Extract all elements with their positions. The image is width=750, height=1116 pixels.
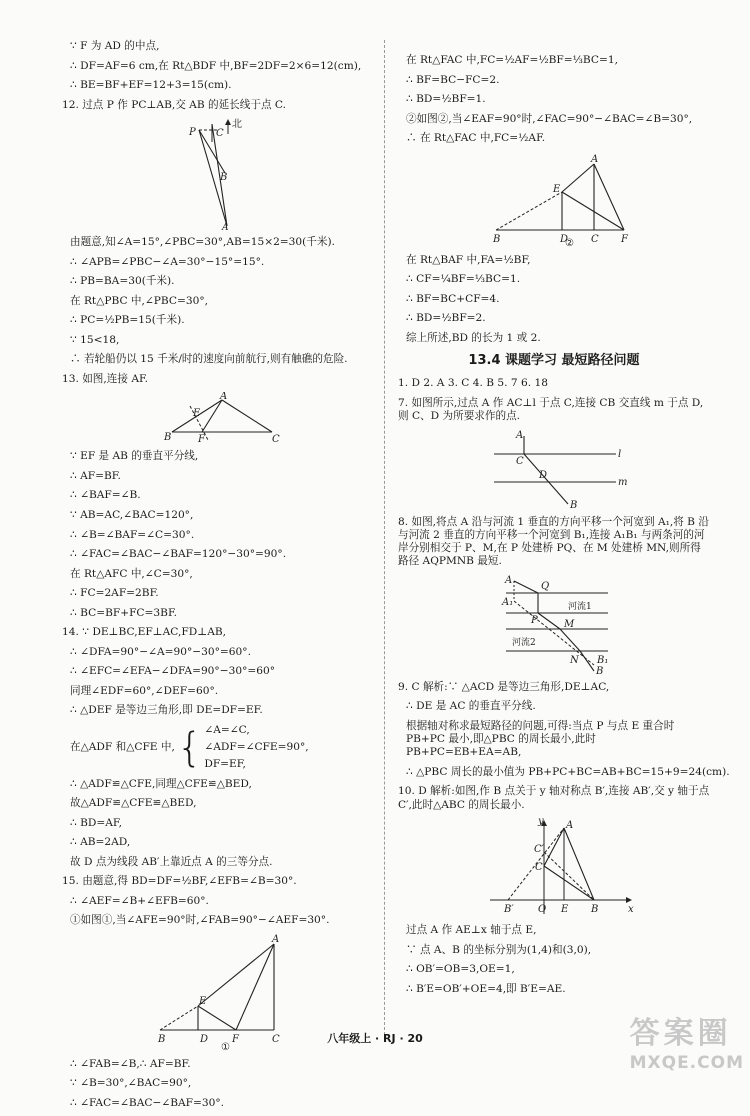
text-line: ∵ 15<18, bbox=[70, 333, 120, 346]
svg-text:y: y bbox=[538, 818, 544, 828]
svg-text:N: N bbox=[570, 654, 579, 666]
text-line: ∴ ∠AEF=∠B+∠EFB=60°. bbox=[70, 894, 209, 907]
right-column bbox=[398, 40, 730, 1002]
svg-text:B: B bbox=[570, 499, 578, 510]
text-line: ∴ DF=AF=6 cm,在 Rt△BDF 中,BF=2DF=2×6=12(cm), bbox=[70, 59, 362, 72]
watermark bbox=[630, 1015, 744, 1074]
svg-text:C: C bbox=[272, 434, 280, 445]
text-line: ∵ AB=AC,∠BAC=120°, bbox=[70, 508, 194, 521]
svg-text:A: A bbox=[222, 223, 229, 231]
text-line: ∴ ∠B=∠BAF=∠C=30°. bbox=[70, 528, 195, 541]
text-line: ∴ B′E=OB′+OE=4,即 B′E=AE. bbox=[406, 982, 566, 995]
text-line: 在 Rt△FAC 中,FC=½AF=½BF=⅓BC=1, bbox=[406, 54, 618, 66]
text-line: ∴ PB=BA=30(千米). bbox=[70, 275, 175, 288]
answers-1-6: 1. D 2. A 3. C 4. B 5. 7 6. 18 bbox=[398, 377, 548, 390]
svg-text:P: P bbox=[531, 614, 538, 626]
svg-text:l: l bbox=[618, 448, 622, 460]
watermark-url: MXQE.COM bbox=[629, 1052, 744, 1073]
figure-q8 bbox=[398, 575, 708, 675]
svg-text:A₁: A₁ bbox=[502, 596, 514, 608]
question-8: 8. 如图,将点 A 沿与河流 1 垂直的方向平移一个河宽到 A₁,将 B 沿与河流 2 垂直的方向平移一个河宽到 B₁,连接 A₁B₁ 与两条河的河岸分别相交于 P、M,在 P 处建桥 PQ、在 M 处建桥 MN,则所得路径 AQPMNB 最短. bbox=[398, 515, 709, 568]
text-line: ∴ △ADF≌△CFE,同理△CFE≌△BED, bbox=[70, 777, 252, 790]
text-line: ∴ BD=½BF=2. bbox=[406, 312, 486, 325]
figure-number: ② bbox=[565, 237, 574, 248]
svg-text:C: C bbox=[591, 233, 599, 245]
watermark-logo: 答案圈 bbox=[629, 1016, 732, 1052]
text-line: 综上所述,BD 的长为 1 或 2. bbox=[406, 331, 541, 344]
text-line: 在△ADF 和△CFE 中, bbox=[70, 741, 175, 754]
text-line: ∠A=∠C, bbox=[204, 723, 250, 736]
svg-text:E: E bbox=[193, 408, 201, 420]
svg-text:C: C bbox=[216, 128, 224, 140]
svg-text:Q: Q bbox=[541, 580, 550, 592]
svg-text:B: B bbox=[596, 665, 604, 675]
text-line: ∵ 点 A、B 的坐标分别为(1,4)和(3,0), bbox=[406, 943, 592, 956]
question-13: 13. 如图,连接 AF. bbox=[62, 372, 149, 385]
svg-text:m: m bbox=[618, 476, 628, 488]
svg-text:A: A bbox=[272, 933, 280, 945]
text-line: 在 Rt△BAF 中,FA=½BF, bbox=[406, 253, 531, 266]
svg-text:C′: C′ bbox=[534, 844, 544, 856]
figure-number: ① bbox=[221, 1041, 230, 1052]
text-line: ∴ BE=BF+EF=12+3=15(cm). bbox=[70, 79, 232, 92]
question-14: 14. ∵ DE⊥BC,EF⊥AC,FD⊥AB, bbox=[62, 626, 226, 639]
text-line: ∴ CF=¼BF=⅓BC=1. bbox=[406, 273, 521, 286]
svg-text:M: M bbox=[564, 618, 575, 630]
text-line: ∴ ∠BAF=∠B. bbox=[70, 489, 141, 502]
question-9: 9. C 解析:∵ △ACD 是等边三角形,DE⊥AC, bbox=[398, 680, 610, 693]
figure-q13 bbox=[62, 392, 362, 444]
svg-text:O: O bbox=[538, 904, 547, 916]
text-line: 在 Rt△AFC 中,∠C=30°, bbox=[70, 567, 193, 580]
svg-text:A: A bbox=[566, 820, 574, 832]
text-line: ∴ ∠APB=∠PBC−∠A=30°−15°=15°. bbox=[70, 255, 265, 268]
section-title: 13.4 课题学习 最短路径问题 bbox=[468, 353, 640, 369]
text-line: ∴ AB=2AD, bbox=[70, 836, 131, 849]
text-line: ∴ FC=2AF=2BF. bbox=[70, 587, 159, 600]
svg-text:C: C bbox=[272, 1033, 280, 1045]
svg-text:D: D bbox=[200, 1033, 209, 1045]
svg-text:C: C bbox=[516, 455, 524, 467]
text-line: ∴ PC=½PB=15(千米). bbox=[70, 314, 185, 327]
figure-q12 bbox=[62, 118, 362, 230]
svg-text:B: B bbox=[158, 1033, 166, 1045]
svg-text:P: P bbox=[189, 127, 196, 139]
svg-text:C: C bbox=[535, 862, 543, 874]
text-line: ∴ ∠DFA=90°−∠A=90°−30°=60°. bbox=[70, 645, 251, 658]
svg-text:A: A bbox=[516, 429, 524, 441]
svg-text:B: B bbox=[493, 233, 501, 245]
svg-text:B: B bbox=[591, 904, 599, 916]
svg-text:A: A bbox=[591, 153, 599, 165]
text-line: ∴ △DEF 是等边三角形,即 DE=DF=EF. bbox=[70, 704, 263, 717]
svg-text:B₁: B₁ bbox=[597, 654, 609, 666]
svg-text:F: F bbox=[198, 434, 205, 445]
figure-q7 bbox=[398, 430, 708, 510]
svg-text:A: A bbox=[505, 574, 513, 586]
brace-block bbox=[62, 724, 370, 772]
river-1-label: 河流1 bbox=[568, 601, 592, 612]
text-line: ∴ 若轮船仍以 15 千米/时的速度向前航行,则有触礁的危险. bbox=[70, 353, 348, 366]
text-line: ∴ ∠FAB=∠B,∴ AF=BF. bbox=[70, 1057, 191, 1070]
text-line: 故△ADF≌△CFE≌△BED, bbox=[70, 797, 197, 810]
text-line: ∵ ∠B=30°,∠BAC=90°, bbox=[70, 1077, 192, 1090]
question-10: 10. D 解析:如图,作 B 点关于 y 轴对称点 B′,连接 AB′,交 y 轴于点 C′,此时△ABC 的周长最小. bbox=[398, 785, 710, 811]
text-line: ∴ BF=BC−FC=2. bbox=[406, 73, 500, 86]
brace: { bbox=[176, 724, 203, 771]
svg-text:B: B bbox=[220, 172, 228, 184]
svg-text:E: E bbox=[199, 995, 207, 1007]
svg-text:A: A bbox=[220, 392, 228, 403]
text-line: ∴ DE 是 AC 的垂直平分线. bbox=[406, 700, 536, 713]
svg-text:B: B bbox=[164, 432, 172, 444]
north-label: 北 bbox=[232, 119, 242, 131]
svg-text:F: F bbox=[232, 1033, 239, 1045]
text-line: 过点 A 作 AE⊥x 轴于点 E, bbox=[406, 924, 537, 937]
text-line: ①如图①,当∠AFE=90°时,∠FAB=90°−∠AEF=30°. bbox=[70, 914, 330, 927]
text-line: ∴ 在 Rt△FAC 中,FC=½AF. bbox=[406, 132, 546, 145]
figure-q15-2 bbox=[398, 152, 708, 248]
text-line: ∴ ∠EFC=∠EFA−∠DFA=90°−30°=60° bbox=[70, 665, 276, 678]
text-line: 故 D 点为线段 AB′上靠近点 A 的三等分点. bbox=[70, 855, 273, 868]
text-line: DF=EF, bbox=[204, 758, 246, 771]
text-line: 同理∠EDF=60°,∠DEF=60°. bbox=[70, 684, 219, 697]
question-15: 15. 由题意,得 BD=DF=½BF,∠EFB=∠B=30°. bbox=[62, 875, 297, 888]
text-line: ∴ AF=BF. bbox=[70, 469, 121, 482]
text-line: ∴ BD=AF, bbox=[70, 816, 122, 829]
svg-text:F: F bbox=[621, 233, 628, 245]
text-line: ∴ BD=½BF=1. bbox=[406, 93, 486, 106]
question-7: 7. 如图所示,过点 A 作 AC⊥l 于点 C,连接 CB 交直线 m 于点 D,则 C、D 为所要求作的点. bbox=[398, 396, 704, 423]
text-line: 在 Rt△PBC 中,∠PBC=30°, bbox=[70, 294, 208, 307]
text-line: ∵ EF 是 AB 的垂直平分线, bbox=[70, 450, 199, 463]
text-line: ∴ ∠FAC=∠BAC−∠BAF=30°. bbox=[70, 1096, 225, 1109]
text-line: ∴ BC=BF+FC=3BF. bbox=[70, 606, 178, 619]
svg-text:x: x bbox=[628, 904, 634, 916]
text-line: ②如图②,当∠EAF=90°时,∠FAC=90°−∠BAC=∠B=30°, bbox=[406, 112, 693, 125]
text-line: ∴ BF=BC+CF=4. bbox=[406, 292, 500, 305]
text-line: 根据轴对称求最短路径的问题,可得:当点 P 与点 E 重合时 PB+PC 最小,即△PBC 的周长最小,此时 PB+PC=EB+EA=AB, bbox=[406, 719, 675, 759]
column-divider bbox=[384, 40, 385, 1040]
svg-text:E: E bbox=[561, 904, 569, 916]
svg-text:D: D bbox=[560, 233, 569, 245]
left-column bbox=[62, 40, 370, 1116]
svg-text:E: E bbox=[553, 183, 561, 195]
text-line: ∠ADF=∠CFE=90°, bbox=[204, 741, 309, 754]
figure-q10 bbox=[398, 818, 708, 918]
river-2-label: 河流2 bbox=[512, 637, 536, 648]
text-line: 由题意,知∠A=15°,∠PBC=30°,AB=15×2=30(千米). bbox=[70, 236, 335, 249]
page-footer: 八年级上 · RJ · 20 bbox=[327, 1032, 423, 1045]
question-12: 12. 过点 P 作 PC⊥AB,交 AB 的延长线于点 C. bbox=[62, 98, 287, 111]
text-line: ∴ ∠FAC=∠BAC−∠BAF=120°−30°=90°. bbox=[70, 548, 287, 561]
text-line: ∴ △PBC 周长的最小值为 PB+PC+BC=AB+BC=15+9=24(cm). bbox=[406, 765, 730, 778]
svg-text:D: D bbox=[539, 469, 548, 481]
svg-text:B′: B′ bbox=[504, 904, 514, 916]
text-line: ∴ OB′=OB=3,OE=1, bbox=[406, 963, 515, 976]
text-line: ∵ F 为 AD 的中点, bbox=[70, 40, 160, 52]
